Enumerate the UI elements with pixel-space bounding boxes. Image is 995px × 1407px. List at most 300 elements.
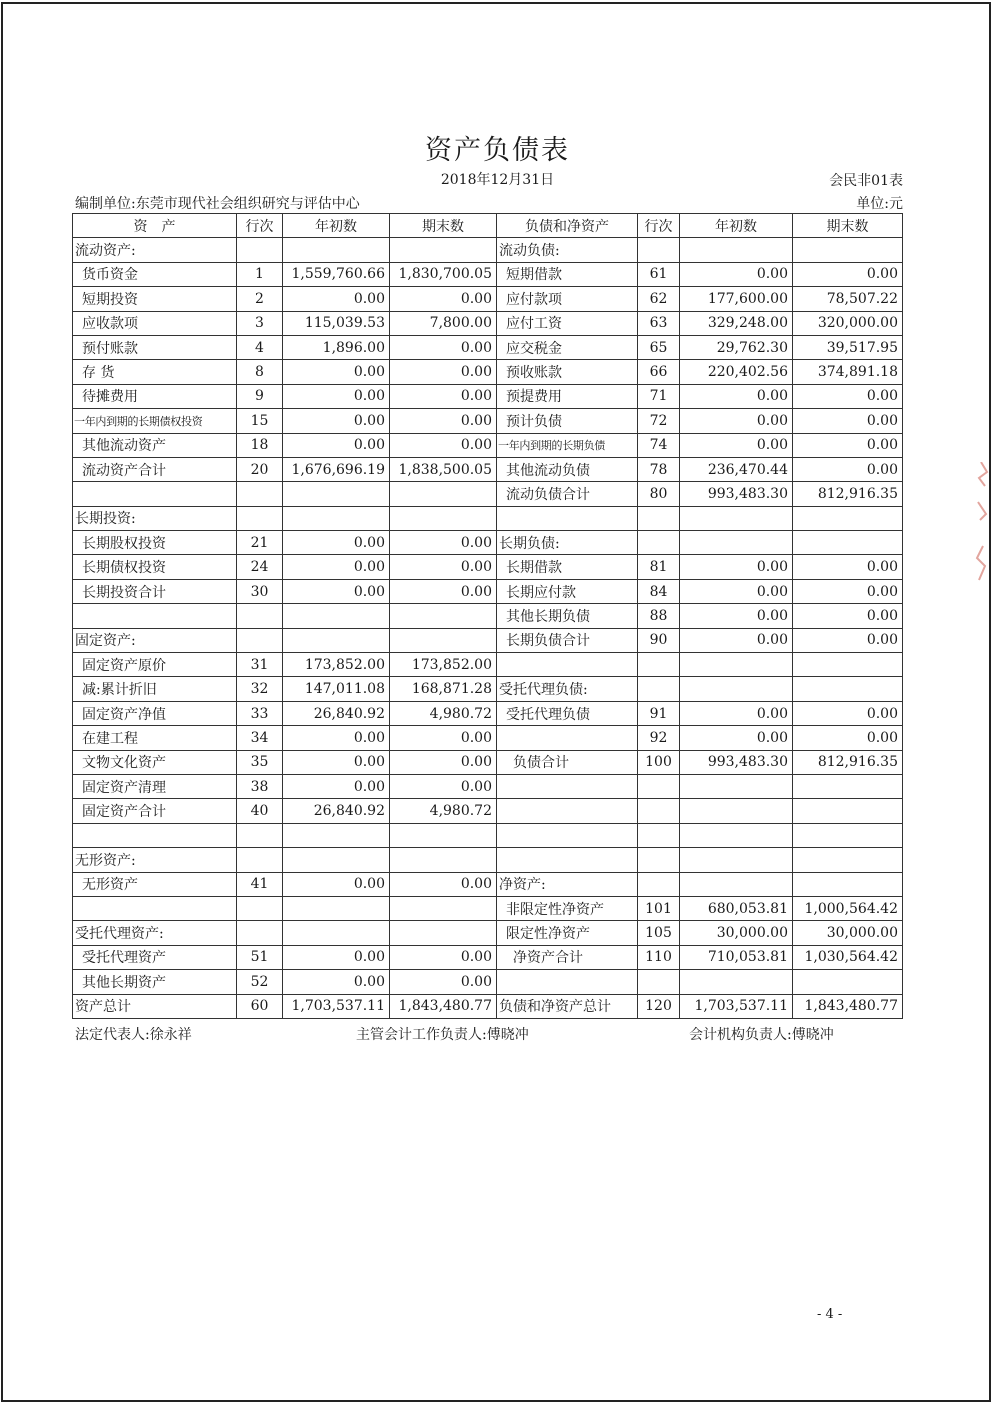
asset-ending-cell: 4,980.72 xyxy=(390,799,497,823)
asset-beginning-cell: 0.00 xyxy=(283,409,390,433)
table-row xyxy=(73,457,903,481)
liability-name-cell: 长期负债合计 xyxy=(497,628,638,652)
asset-name-cell: 受托代理资产 xyxy=(73,945,237,969)
asset-name-cell: 文物文化资产 xyxy=(73,750,237,774)
asset-line-cell: 3 xyxy=(237,311,283,335)
asset-beginning-cell: 0.00 xyxy=(283,360,390,384)
liability-ending-cell: 0.00 xyxy=(793,457,903,481)
liability-ending-cell: 320,000.00 xyxy=(793,311,903,335)
liability-beginning-cell: 0.00 xyxy=(680,726,793,750)
liability-line-cell: 65 xyxy=(638,335,680,359)
table-row xyxy=(73,409,903,433)
liability-beginning-cell: 1,703,537.11 xyxy=(680,994,793,1018)
liability-ending-cell: 0.00 xyxy=(793,726,903,750)
table-row xyxy=(73,628,903,652)
asset-line-cell xyxy=(237,896,283,920)
asset-ending-cell xyxy=(390,506,497,530)
asset-name-cell: 一年内到期的长期债权投资 xyxy=(73,409,237,433)
table-row xyxy=(73,262,903,286)
liability-line-cell xyxy=(638,238,680,262)
asset-name-cell: 长期投资: xyxy=(73,506,237,530)
table-row xyxy=(73,579,903,603)
liability-line-cell: 100 xyxy=(638,750,680,774)
liability-ending-cell: 0.00 xyxy=(793,433,903,457)
asset-line-cell xyxy=(237,628,283,652)
header-line-no: 行次 xyxy=(237,214,283,238)
report-date: 2018年12月31日 xyxy=(440,172,555,188)
asset-line-cell: 24 xyxy=(237,555,283,579)
asset-name-cell: 固定资产: xyxy=(73,628,237,652)
asset-ending-cell: 0.00 xyxy=(390,531,497,555)
asset-ending-cell: 0.00 xyxy=(390,433,497,457)
liability-line-cell: 63 xyxy=(638,311,680,335)
asset-ending-cell: 173,852.00 xyxy=(390,653,497,677)
asset-beginning-cell: 0.00 xyxy=(283,384,390,408)
liability-beginning-cell: 30,000.00 xyxy=(680,921,793,945)
accounting-supervisor: 主管会计工作负责人:傅晓冲 xyxy=(356,1027,529,1043)
asset-name-cell: 预付账款 xyxy=(73,335,237,359)
asset-beginning-cell: 115,039.53 xyxy=(283,311,390,335)
asset-name-cell: 其他长期资产 xyxy=(73,970,237,994)
liability-line-cell: 91 xyxy=(638,701,680,725)
liability-name-cell: 流动负债: xyxy=(497,238,638,262)
asset-line-cell: 41 xyxy=(237,872,283,896)
asset-line-cell xyxy=(237,823,283,847)
asset-name-cell: 无形资产 xyxy=(73,872,237,896)
asset-ending-cell xyxy=(390,482,497,506)
liability-beginning-cell xyxy=(680,823,793,847)
asset-name-cell: 长期投资合计 xyxy=(73,579,237,603)
header-liabilities: 负债和净资产 xyxy=(497,214,638,238)
asset-name-cell: 流动资产: xyxy=(73,238,237,262)
liability-beginning-cell xyxy=(680,799,793,823)
asset-beginning-cell: 0.00 xyxy=(283,531,390,555)
liability-name-cell: 净资产合计 xyxy=(497,945,638,969)
page-number: - 4 - xyxy=(817,1307,843,1322)
liability-name-cell: 预计负债 xyxy=(497,409,638,433)
liability-name-cell xyxy=(497,506,638,530)
liability-beginning-cell xyxy=(680,238,793,262)
asset-ending-cell xyxy=(390,848,497,872)
asset-line-cell xyxy=(237,506,283,530)
asset-ending-cell: 0.00 xyxy=(390,945,497,969)
asset-line-cell: 30 xyxy=(237,579,283,603)
liability-beginning-cell: 710,053.81 xyxy=(680,945,793,969)
table-row xyxy=(73,653,903,677)
table-row xyxy=(73,970,903,994)
asset-name-cell: 在建工程 xyxy=(73,726,237,750)
asset-name-cell: 长期股权投资 xyxy=(73,531,237,555)
liability-line-cell xyxy=(638,653,680,677)
liability-ending-cell xyxy=(793,506,903,530)
liability-name-cell: 其他长期负债 xyxy=(497,604,638,628)
asset-line-cell: 38 xyxy=(237,774,283,798)
liability-ending-cell xyxy=(793,774,903,798)
asset-ending-cell: 0.00 xyxy=(390,409,497,433)
asset-name-cell: 资产总计 xyxy=(73,994,237,1018)
asset-beginning-cell: 0.00 xyxy=(283,433,390,457)
asset-ending-cell: 0.00 xyxy=(390,335,497,359)
liability-line-cell: 120 xyxy=(638,994,680,1018)
asset-beginning-cell xyxy=(283,848,390,872)
asset-name-cell: 货币资金 xyxy=(73,262,237,286)
asset-beginning-cell xyxy=(283,921,390,945)
asset-ending-cell: 168,871.28 xyxy=(390,677,497,701)
liability-name-cell: 应付工资 xyxy=(497,311,638,335)
liability-ending-cell: 0.00 xyxy=(793,604,903,628)
asset-line-cell xyxy=(237,604,283,628)
asset-beginning-cell: 0.00 xyxy=(283,555,390,579)
asset-name-cell xyxy=(73,604,237,628)
asset-name-cell: 固定资产净值 xyxy=(73,701,237,725)
liability-line-cell xyxy=(638,799,680,823)
asset-ending-cell: 0.00 xyxy=(390,872,497,896)
liability-beginning-cell: 236,470.44 xyxy=(680,457,793,481)
asset-line-cell: 60 xyxy=(237,994,283,1018)
liability-line-cell xyxy=(638,506,680,530)
asset-beginning-cell: 1,559,760.66 xyxy=(283,262,390,286)
asset-ending-cell xyxy=(390,896,497,920)
asset-ending-cell: 0.00 xyxy=(390,384,497,408)
asset-name-cell: 无形资产: xyxy=(73,848,237,872)
table-row xyxy=(73,531,903,555)
asset-beginning-cell: 1,676,696.19 xyxy=(283,457,390,481)
table-row xyxy=(73,848,903,872)
asset-ending-cell xyxy=(390,604,497,628)
asset-ending-cell: 0.00 xyxy=(390,360,497,384)
liability-name-cell xyxy=(497,653,638,677)
liability-ending-cell: 1,030,564.42 xyxy=(793,945,903,969)
liability-beginning-cell xyxy=(680,653,793,677)
liability-name-cell: 长期负债: xyxy=(497,531,638,555)
liability-ending-cell: 0.00 xyxy=(793,384,903,408)
asset-name-cell: 受托代理资产: xyxy=(73,921,237,945)
currency-unit: 单位:元 xyxy=(856,196,903,212)
liability-ending-cell xyxy=(793,970,903,994)
asset-beginning-cell: 26,840.92 xyxy=(283,701,390,725)
asset-ending-cell: 0.00 xyxy=(390,970,497,994)
asset-beginning-cell: 1,703,537.11 xyxy=(283,994,390,1018)
asset-ending-cell: 1,838,500.05 xyxy=(390,457,497,481)
asset-beginning-cell: 0.00 xyxy=(283,774,390,798)
asset-beginning-cell xyxy=(283,896,390,920)
liability-line-cell: 84 xyxy=(638,579,680,603)
table-row xyxy=(73,921,903,945)
liability-name-cell: 其他流动负债 xyxy=(497,457,638,481)
liability-beginning-cell: 0.00 xyxy=(680,579,793,603)
asset-beginning-cell xyxy=(283,604,390,628)
liability-ending-cell xyxy=(793,872,903,896)
table-body xyxy=(73,238,903,1019)
asset-name-cell: 减:累计折旧 xyxy=(73,677,237,701)
asset-beginning-cell: 0.00 xyxy=(283,945,390,969)
liability-beginning-cell xyxy=(680,848,793,872)
liability-line-cell xyxy=(638,970,680,994)
liability-ending-cell: 374,891.18 xyxy=(793,360,903,384)
liability-line-cell: 62 xyxy=(638,287,680,311)
table-row xyxy=(73,896,903,920)
liability-ending-cell: 0.00 xyxy=(793,555,903,579)
liability-ending-cell: 0.00 xyxy=(793,409,903,433)
table-row xyxy=(73,287,903,311)
liability-name-cell xyxy=(497,970,638,994)
table-row xyxy=(73,799,903,823)
asset-line-cell: 2 xyxy=(237,287,283,311)
asset-beginning-cell: 173,852.00 xyxy=(283,653,390,677)
liability-name-cell: 预收账款 xyxy=(497,360,638,384)
asset-name-cell: 短期投资 xyxy=(73,287,237,311)
liability-name-cell: 非限定性净资产 xyxy=(497,896,638,920)
asset-line-cell: 51 xyxy=(237,945,283,969)
liability-line-cell: 92 xyxy=(638,726,680,750)
asset-line-cell: 35 xyxy=(237,750,283,774)
liability-beginning-cell: 993,483.30 xyxy=(680,482,793,506)
asset-ending-cell: 0.00 xyxy=(390,726,497,750)
liability-line-cell xyxy=(638,774,680,798)
liability-name-cell: 受托代理负债: xyxy=(497,677,638,701)
asset-line-cell: 40 xyxy=(237,799,283,823)
liability-line-cell: 90 xyxy=(638,628,680,652)
seal-stamp-fragment xyxy=(975,462,989,592)
table-header-row xyxy=(73,214,903,238)
asset-beginning-cell: 0.00 xyxy=(283,579,390,603)
asset-line-cell: 32 xyxy=(237,677,283,701)
header-beginning: 年初数 xyxy=(680,214,793,238)
asset-name-cell: 固定资产清理 xyxy=(73,774,237,798)
liability-name-cell xyxy=(497,726,638,750)
asset-beginning-cell: 26,840.92 xyxy=(283,799,390,823)
asset-beginning-cell xyxy=(283,238,390,262)
liability-beginning-cell xyxy=(680,970,793,994)
asset-line-cell: 34 xyxy=(237,726,283,750)
asset-beginning-cell xyxy=(283,823,390,847)
table-row xyxy=(73,774,903,798)
liability-line-cell: 110 xyxy=(638,945,680,969)
table-row xyxy=(73,823,903,847)
liability-ending-cell xyxy=(793,238,903,262)
table-row xyxy=(73,726,903,750)
liability-beginning-cell: 220,402.56 xyxy=(680,360,793,384)
table-row xyxy=(73,482,903,506)
asset-name-cell: 固定资产合计 xyxy=(73,799,237,823)
asset-ending-cell xyxy=(390,238,497,262)
asset-name-cell xyxy=(73,823,237,847)
liability-name-cell: 净资产: xyxy=(497,872,638,896)
table-row xyxy=(73,945,903,969)
header-beginning: 年初数 xyxy=(283,214,390,238)
asset-ending-cell: 1,830,700.05 xyxy=(390,262,497,286)
liability-beginning-cell: 0.00 xyxy=(680,701,793,725)
liability-name-cell: 负债和净资产总计 xyxy=(497,994,638,1018)
asset-beginning-cell xyxy=(283,506,390,530)
asset-line-cell: 31 xyxy=(237,653,283,677)
asset-beginning-cell: 1,896.00 xyxy=(283,335,390,359)
liability-ending-cell: 812,916.35 xyxy=(793,482,903,506)
liability-ending-cell xyxy=(793,653,903,677)
liability-line-cell xyxy=(638,848,680,872)
asset-name-cell: 其他流动资产 xyxy=(73,433,237,457)
asset-line-cell: 18 xyxy=(237,433,283,457)
asset-ending-cell xyxy=(390,921,497,945)
table-row xyxy=(73,750,903,774)
asset-name-cell: 流动资产合计 xyxy=(73,457,237,481)
asset-line-cell: 4 xyxy=(237,335,283,359)
liability-ending-cell xyxy=(793,848,903,872)
liability-name-cell xyxy=(497,799,638,823)
liability-line-cell: 80 xyxy=(638,482,680,506)
liability-ending-cell: 0.00 xyxy=(793,701,903,725)
liability-beginning-cell: 177,600.00 xyxy=(680,287,793,311)
liability-ending-cell: 0.00 xyxy=(793,579,903,603)
asset-beginning-cell: 0.00 xyxy=(283,750,390,774)
liability-line-cell: 74 xyxy=(638,433,680,457)
asset-beginning-cell: 0.00 xyxy=(283,970,390,994)
table-row xyxy=(73,433,903,457)
table-row xyxy=(73,555,903,579)
asset-line-cell xyxy=(237,921,283,945)
liability-beginning-cell: 0.00 xyxy=(680,433,793,457)
asset-ending-cell: 0.00 xyxy=(390,555,497,579)
liability-line-cell: 88 xyxy=(638,604,680,628)
liability-ending-cell: 812,916.35 xyxy=(793,750,903,774)
liability-beginning-cell: 0.00 xyxy=(680,384,793,408)
liability-beginning-cell xyxy=(680,506,793,530)
liability-line-cell: 61 xyxy=(638,262,680,286)
asset-name-cell: 待摊费用 xyxy=(73,384,237,408)
liability-line-cell: 66 xyxy=(638,360,680,384)
liability-name-cell: 负债合计 xyxy=(497,750,638,774)
asset-name-cell: 长期债权投资 xyxy=(73,555,237,579)
liability-name-cell: 流动负债合计 xyxy=(497,482,638,506)
asset-name-cell: 存 货 xyxy=(73,360,237,384)
liability-beginning-cell: 993,483.30 xyxy=(680,750,793,774)
asset-line-cell: 8 xyxy=(237,360,283,384)
accounting-head: 会计机构负责人:傅晓冲 xyxy=(689,1027,834,1043)
liability-name-cell: 预提费用 xyxy=(497,384,638,408)
liability-ending-cell: 1,000,564.42 xyxy=(793,896,903,920)
liability-line-cell: 71 xyxy=(638,384,680,408)
liability-ending-cell xyxy=(793,531,903,555)
table-row xyxy=(73,384,903,408)
table-row xyxy=(73,311,903,335)
table-row xyxy=(73,701,903,725)
liability-name-cell xyxy=(497,774,638,798)
asset-ending-cell: 0.00 xyxy=(390,774,497,798)
liability-line-cell: 105 xyxy=(638,921,680,945)
asset-ending-cell: 0.00 xyxy=(390,287,497,311)
liability-name-cell: 一年内到期的长期负债 xyxy=(497,433,638,457)
asset-ending-cell: 0.00 xyxy=(390,579,497,603)
document-title: 资产负债表 xyxy=(425,135,570,166)
asset-line-cell: 52 xyxy=(237,970,283,994)
liability-ending-cell xyxy=(793,677,903,701)
asset-line-cell: 9 xyxy=(237,384,283,408)
liability-ending-cell: 39,517.95 xyxy=(793,335,903,359)
liability-name-cell xyxy=(497,848,638,872)
liability-beginning-cell: 0.00 xyxy=(680,604,793,628)
legal-representative: 法定代表人:徐永祥 xyxy=(75,1027,192,1043)
asset-name-cell: 应收款项 xyxy=(73,311,237,335)
header-line-no: 行次 xyxy=(638,214,680,238)
asset-beginning-cell xyxy=(283,628,390,652)
liability-line-cell xyxy=(638,531,680,555)
liability-beginning-cell: 0.00 xyxy=(680,262,793,286)
asset-beginning-cell: 0.00 xyxy=(283,287,390,311)
liability-ending-cell: 78,507.22 xyxy=(793,287,903,311)
preparing-unit: 编制单位:东莞市现代社会组织研究与评估中心 xyxy=(75,196,360,212)
liability-beginning-cell: 0.00 xyxy=(680,555,793,579)
liability-ending-cell xyxy=(793,823,903,847)
form-number: 会民非01表 xyxy=(829,173,903,189)
liability-beginning-cell xyxy=(680,677,793,701)
header-ending: 期末数 xyxy=(390,214,497,238)
table-row xyxy=(73,677,903,701)
asset-ending-cell: 7,800.00 xyxy=(390,311,497,335)
table-row xyxy=(73,238,903,262)
liability-beginning-cell: 680,053.81 xyxy=(680,896,793,920)
liability-beginning-cell xyxy=(680,872,793,896)
liability-line-cell: 101 xyxy=(638,896,680,920)
asset-line-cell xyxy=(237,238,283,262)
header-assets: 资 产 xyxy=(73,214,237,238)
liability-name-cell: 长期应付款 xyxy=(497,579,638,603)
liability-beginning-cell xyxy=(680,774,793,798)
liability-name-cell: 长期借款 xyxy=(497,555,638,579)
asset-line-cell: 21 xyxy=(237,531,283,555)
liability-name-cell xyxy=(497,823,638,847)
asset-line-cell: 20 xyxy=(237,457,283,481)
liability-line-cell xyxy=(638,823,680,847)
asset-beginning-cell: 0.00 xyxy=(283,726,390,750)
liability-ending-cell xyxy=(793,799,903,823)
table-row xyxy=(73,335,903,359)
liability-line-cell: 78 xyxy=(638,457,680,481)
asset-line-cell xyxy=(237,482,283,506)
asset-ending-cell: 0.00 xyxy=(390,750,497,774)
asset-line-cell xyxy=(237,848,283,872)
liability-line-cell xyxy=(638,677,680,701)
liability-name-cell: 受托代理负债 xyxy=(497,701,638,725)
asset-beginning-cell xyxy=(283,482,390,506)
liability-beginning-cell: 0.00 xyxy=(680,628,793,652)
asset-ending-cell xyxy=(390,628,497,652)
liability-line-cell: 72 xyxy=(638,409,680,433)
liability-name-cell: 应交税金 xyxy=(497,335,638,359)
asset-line-cell: 33 xyxy=(237,701,283,725)
liability-name-cell: 应付款项 xyxy=(497,287,638,311)
table-row xyxy=(73,604,903,628)
liability-name-cell: 短期借款 xyxy=(497,262,638,286)
asset-name-cell xyxy=(73,896,237,920)
table-row xyxy=(73,360,903,384)
liability-beginning-cell xyxy=(680,531,793,555)
asset-beginning-cell: 0.00 xyxy=(283,872,390,896)
asset-ending-cell xyxy=(390,823,497,847)
asset-ending-cell: 4,980.72 xyxy=(390,701,497,725)
liability-line-cell xyxy=(638,872,680,896)
liability-name-cell: 限定性净资产 xyxy=(497,921,638,945)
balance-sheet-table xyxy=(72,213,903,1019)
liability-ending-cell: 0.00 xyxy=(793,262,903,286)
asset-name-cell: 固定资产原价 xyxy=(73,653,237,677)
table-row xyxy=(73,506,903,530)
asset-beginning-cell: 147,011.08 xyxy=(283,677,390,701)
liability-beginning-cell: 29,762.30 xyxy=(680,335,793,359)
asset-ending-cell: 1,843,480.77 xyxy=(390,994,497,1018)
liability-ending-cell: 1,843,480.77 xyxy=(793,994,903,1018)
liability-beginning-cell: 0.00 xyxy=(680,409,793,433)
liability-ending-cell: 0.00 xyxy=(793,628,903,652)
